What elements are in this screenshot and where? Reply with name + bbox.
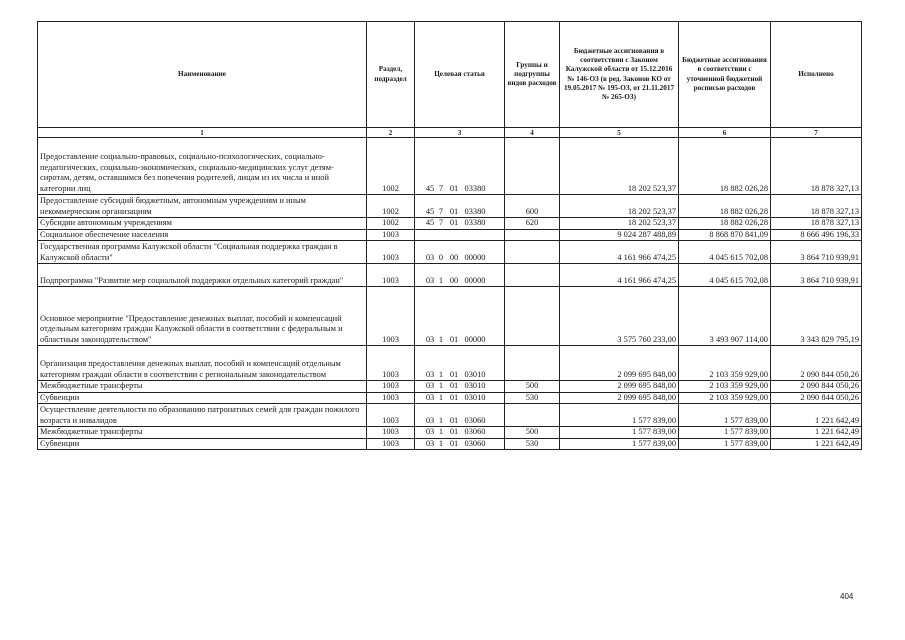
row-target-cell bbox=[415, 287, 505, 346]
column-number: 1 bbox=[38, 128, 367, 138]
target-code-part: 01 bbox=[449, 218, 459, 227]
target-code-part: 03010 bbox=[464, 392, 486, 402]
target-code-part: 01 bbox=[449, 438, 459, 448]
row-group-cell: 600 bbox=[505, 195, 560, 218]
row-law-amount-cell: 9 024 287 488,89 bbox=[560, 229, 679, 241]
target-code-part: 1 bbox=[438, 392, 444, 402]
target-code-part: 1 bbox=[438, 369, 444, 379]
row-section-cell: 1003 bbox=[367, 392, 415, 404]
target-code-part: 00 bbox=[449, 252, 459, 262]
target-code-part: 03 bbox=[425, 381, 435, 390]
target-code-part: 03 bbox=[425, 427, 435, 436]
row-executed-amount-cell: 2 090 844 050,26 bbox=[771, 346, 862, 381]
header-target: Целевая статья bbox=[415, 22, 505, 128]
row-law-amount-cell: 18 202 523,37 bbox=[560, 138, 679, 195]
table-row bbox=[38, 438, 862, 450]
target-code-part: 03 bbox=[425, 438, 435, 448]
target-code-part: 01 bbox=[449, 415, 459, 425]
row-group-cell bbox=[505, 346, 560, 381]
column-number: 4 bbox=[505, 128, 560, 138]
row-name-cell: Организация предоставления денежных выплат, пособий и компенсаций отдельным категориям граждан области в соответствии с региональным законодательством bbox=[38, 346, 367, 381]
row-section-cell: 1002 bbox=[367, 218, 415, 230]
row-refined-amount-cell: 2 103 359 929,00 bbox=[679, 381, 771, 393]
row-name-cell: Субвенции bbox=[38, 438, 367, 450]
row-group-cell bbox=[505, 241, 560, 264]
row-target-cell bbox=[415, 241, 505, 264]
row-target-cell bbox=[415, 138, 505, 195]
row-executed-amount-cell: 3 864 710 939,91 bbox=[771, 241, 862, 264]
row-section-cell: 1003 bbox=[367, 438, 415, 450]
target-code-part: 7 bbox=[438, 206, 444, 216]
target-code-part: 45 bbox=[425, 206, 435, 216]
row-target-cell bbox=[415, 346, 505, 381]
target-code-part: 1 bbox=[438, 427, 444, 436]
row-law-amount-cell: 18 202 523,37 bbox=[560, 195, 679, 218]
row-group-cell bbox=[505, 264, 560, 287]
header-groups: Группы и подгруппы видов расходов bbox=[505, 22, 560, 128]
row-name-cell: Основное мероприятие "Предоставление денежных выплат, пособий и компенсаций отдельным категориям граждан Калужской области в соответствии с федеральным и областным законодательством" bbox=[38, 287, 367, 346]
row-name-cell: Межбюджетные трансферты bbox=[38, 381, 367, 393]
row-section-cell: 1002 bbox=[367, 195, 415, 218]
row-section-cell: 1003 bbox=[367, 381, 415, 393]
target-code-part: 03060 bbox=[464, 415, 486, 425]
target-code-part: 01 bbox=[449, 334, 459, 344]
target-code-part: 03 bbox=[425, 392, 435, 402]
target-code-part: 45 bbox=[425, 183, 435, 193]
target-code-part: 03010 bbox=[464, 381, 486, 390]
column-number: 2 bbox=[367, 128, 415, 138]
target-code-part: 03 bbox=[425, 415, 435, 425]
row-executed-amount-cell: 3 343 829 795,19 bbox=[771, 287, 862, 346]
row-section-cell: 1003 bbox=[367, 287, 415, 346]
row-executed-amount-cell: 1 221 642,49 bbox=[771, 438, 862, 450]
row-group-cell bbox=[505, 138, 560, 195]
row-name-cell: Государственная программа Калужской области "Социальная поддержка граждан в Калужской области" bbox=[38, 241, 367, 264]
row-law-amount-cell: 2 099 695 848,00 bbox=[560, 381, 679, 393]
row-target-cell bbox=[415, 195, 505, 218]
row-group-cell: 530 bbox=[505, 392, 560, 404]
target-code-part: 7 bbox=[438, 218, 444, 227]
row-law-amount-cell: 1 577 839,00 bbox=[560, 404, 679, 427]
row-executed-amount-cell: 18 878 327,13 bbox=[771, 138, 862, 195]
target-code-part: 1 bbox=[438, 438, 444, 448]
table-row bbox=[38, 287, 862, 346]
target-code-part: 00000 bbox=[464, 275, 486, 285]
row-law-amount-cell: 1 577 839,00 bbox=[560, 438, 679, 450]
row-target-cell bbox=[415, 438, 505, 450]
row-refined-amount-cell: 1 577 839,00 bbox=[679, 438, 771, 450]
target-code-part: 01 bbox=[449, 206, 459, 216]
target-code-part: 1 bbox=[438, 381, 444, 390]
header-executed: Исполнено bbox=[771, 22, 862, 128]
target-code-part: 03 bbox=[425, 275, 435, 285]
row-name-cell: Подпрограмма "Развитие мер социальной поддержки отдельных категорий граждан" bbox=[38, 264, 367, 287]
target-code-part: 1 bbox=[438, 334, 444, 344]
row-target-cell bbox=[415, 404, 505, 427]
row-law-amount-cell: 4 161 966 474,25 bbox=[560, 264, 679, 287]
row-group-cell bbox=[505, 229, 560, 241]
row-executed-amount-cell: 2 090 844 050,26 bbox=[771, 381, 862, 393]
row-target-cell bbox=[415, 427, 505, 439]
target-code-part: 00 bbox=[449, 275, 459, 285]
target-code-part: 00000 bbox=[464, 252, 486, 262]
target-code-part: 7 bbox=[438, 183, 444, 193]
target-code-part: 0 bbox=[438, 252, 444, 262]
target-code-part: 03010 bbox=[464, 369, 486, 379]
table-row bbox=[38, 218, 862, 230]
row-name-cell: Субвенции bbox=[38, 392, 367, 404]
row-target-cell bbox=[415, 229, 505, 241]
target-code-part: 03380 bbox=[464, 206, 486, 216]
row-section-cell: 1003 bbox=[367, 404, 415, 427]
row-section-cell: 1003 bbox=[367, 241, 415, 264]
table-row bbox=[38, 346, 862, 381]
column-number: 7 bbox=[771, 128, 862, 138]
row-executed-amount-cell: 8 666 496 196,33 bbox=[771, 229, 862, 241]
target-code-part: 03380 bbox=[464, 183, 486, 193]
row-section-cell: 1003 bbox=[367, 346, 415, 381]
budget-table bbox=[37, 21, 862, 450]
row-group-cell: 500 bbox=[505, 381, 560, 393]
target-code-part: 01 bbox=[449, 392, 459, 402]
row-refined-amount-cell: 3 493 907 114,00 bbox=[679, 287, 771, 346]
target-code-part: 03 bbox=[425, 369, 435, 379]
row-name-cell: Осуществление деятельности по образованию патронатных семей для граждан пожилого возраста и инвалидов bbox=[38, 404, 367, 427]
row-target-cell bbox=[415, 218, 505, 230]
table-row bbox=[38, 264, 862, 287]
table-row bbox=[38, 229, 862, 241]
table-row bbox=[38, 195, 862, 218]
row-refined-amount-cell: 8 868 870 841,09 bbox=[679, 229, 771, 241]
column-number: 3 bbox=[415, 128, 505, 138]
target-code-part: 03060 bbox=[464, 438, 486, 448]
row-executed-amount-cell: 18 878 327,13 bbox=[771, 218, 862, 230]
header-refined-assignments: Бюджетные ассигнования в соответствии с уточненной бюджетной росписью расходов bbox=[679, 22, 771, 128]
row-refined-amount-cell: 4 045 615 702,08 bbox=[679, 241, 771, 264]
row-executed-amount-cell: 3 864 710 939,91 bbox=[771, 264, 862, 287]
row-refined-amount-cell: 2 103 359 929,00 bbox=[679, 392, 771, 404]
row-name-cell: Социальное обеспечение населения bbox=[38, 229, 367, 241]
column-number: 6 bbox=[679, 128, 771, 138]
row-refined-amount-cell: 18 882 026,28 bbox=[679, 195, 771, 218]
table-row bbox=[38, 381, 862, 393]
table-row bbox=[38, 392, 862, 404]
table-row bbox=[38, 138, 862, 195]
header-section: Раздел, подраздел bbox=[367, 22, 415, 128]
header-row bbox=[38, 22, 862, 128]
row-law-amount-cell: 3 575 760 233,00 bbox=[560, 287, 679, 346]
row-group-cell: 530 bbox=[505, 438, 560, 450]
table-row bbox=[38, 427, 862, 439]
row-name-cell: Межбюджетные трансферты bbox=[38, 427, 367, 439]
row-target-cell bbox=[415, 392, 505, 404]
row-refined-amount-cell: 18 882 026,28 bbox=[679, 218, 771, 230]
page-number: 404 bbox=[840, 592, 854, 601]
row-target-cell bbox=[415, 264, 505, 287]
target-code-part: 03060 bbox=[464, 427, 486, 436]
column-number: 5 bbox=[560, 128, 679, 138]
row-group-cell: 620 bbox=[505, 218, 560, 230]
row-name-cell: Субсидии автономным учреждениям bbox=[38, 218, 367, 230]
row-law-amount-cell: 2 099 695 848,00 bbox=[560, 346, 679, 381]
row-target-cell bbox=[415, 381, 505, 393]
row-section-cell: 1003 bbox=[367, 427, 415, 439]
row-executed-amount-cell: 1 221 642,49 bbox=[771, 404, 862, 427]
column-number-row bbox=[38, 128, 862, 138]
row-executed-amount-cell: 2 090 844 050,26 bbox=[771, 392, 862, 404]
row-law-amount-cell: 2 099 695 848,00 bbox=[560, 392, 679, 404]
row-law-amount-cell: 4 161 966 474,25 bbox=[560, 241, 679, 264]
target-code-part: 01 bbox=[449, 427, 459, 436]
row-section-cell: 1003 bbox=[367, 264, 415, 287]
row-refined-amount-cell: 2 103 359 929,00 bbox=[679, 346, 771, 381]
row-executed-amount-cell: 18 878 327,13 bbox=[771, 195, 862, 218]
table-body bbox=[38, 138, 862, 450]
row-group-cell: 500 bbox=[505, 427, 560, 439]
row-executed-amount-cell: 1 221 642,49 bbox=[771, 427, 862, 439]
row-refined-amount-cell: 1 577 839,00 bbox=[679, 404, 771, 427]
target-code-part: 03 bbox=[425, 252, 435, 262]
row-law-amount-cell: 18 202 523,37 bbox=[560, 218, 679, 230]
target-code-part: 1 bbox=[438, 275, 444, 285]
target-code-part: 03 bbox=[425, 334, 435, 344]
target-code-part: 01 bbox=[449, 183, 459, 193]
target-code-part: 01 bbox=[449, 381, 459, 390]
row-group-cell bbox=[505, 287, 560, 346]
row-name-cell: Предоставление субсидий бюджетным, автономным учреждениям и иным некоммерческим организациям bbox=[38, 195, 367, 218]
row-section-cell: 1003 bbox=[367, 229, 415, 241]
target-code-part: 1 bbox=[438, 415, 444, 425]
row-refined-amount-cell: 1 577 839,00 bbox=[679, 427, 771, 439]
row-group-cell bbox=[505, 404, 560, 427]
row-section-cell: 1002 bbox=[367, 138, 415, 195]
header-law-assignments: Бюджетные ассигнования в соответствии с Законом Калужской области от 15.12.2016 № 146-ОЗ (в ред. Законов КО от 19.05.2017 № 195-ОЗ, от 21.11.2017 № 265-ОЗ) bbox=[560, 22, 679, 128]
row-law-amount-cell: 1 577 839,00 bbox=[560, 427, 679, 439]
table-row bbox=[38, 241, 862, 264]
row-name-cell: Предоставление социально-правовых, социально-психологических, социально-педагогических, социально-экономических, социально-медицинских услуг детям-сиротам, детям, оставшимся без попечения родителей, лицам из их числа и иной категории лиц bbox=[38, 138, 367, 195]
row-refined-amount-cell: 18 882 026,28 bbox=[679, 138, 771, 195]
target-code-part: 03380 bbox=[464, 218, 486, 227]
header-name: Наименование bbox=[38, 22, 367, 128]
target-code-part: 01 bbox=[449, 369, 459, 379]
row-refined-amount-cell: 4 045 615 702,08 bbox=[679, 264, 771, 287]
target-code-part: 45 bbox=[425, 218, 435, 227]
table-row bbox=[38, 404, 862, 427]
target-code-part: 00000 bbox=[464, 334, 486, 344]
